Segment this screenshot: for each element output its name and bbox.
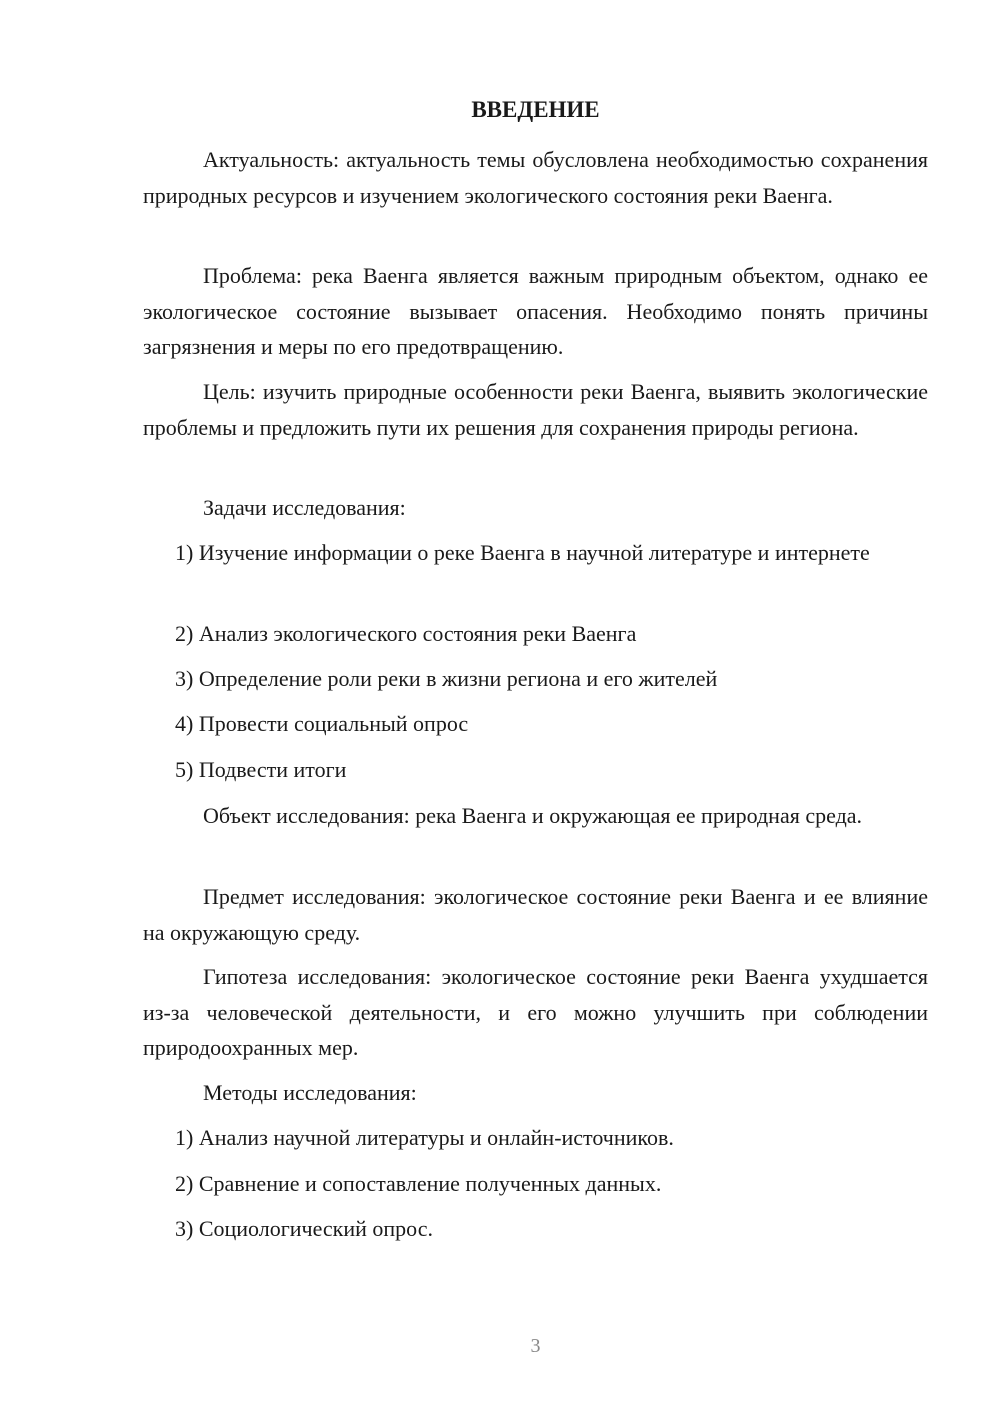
paragraph-object: Объект исследования: река Ваенга и окружающая ее природная среда. [203,803,863,828]
paragraph-subject: Предмет исследования: экологическое состояние реки Ваенга и ее влияние на окружающую среду. [143,884,928,945]
document-page [143,0,928,1414]
section-heading: ВВЕДЕНИЕ [471,97,600,122]
list-item-task-3: 3) Определение роли реки в жизни региона и его жителей [175,666,718,691]
list-item-method-3: 3) Социологический опрос. [175,1216,433,1241]
list-item-method-2: 2) Сравнение и сопоставление полученных данных. [175,1171,662,1196]
paragraph-tasks-title: Задачи исследования: [203,495,406,520]
list-item-task-1: 1) Изучение информации о реке Ваенга в научной литературе и интернете [175,540,870,565]
paragraph-hypothesis: Гипотеза исследования: экологическое состояние реки Ваенга ухудшается из-за человеческой деятельности, и его можно улучшить при соблюдении природоохранных мер. [143,964,928,1060]
list-item-method-1: 1) Анализ научной литературы и онлайн-источников. [175,1125,674,1150]
paragraph-problem: Проблема: река Ваенга является важным природным объектом, однако ее экологическое состояние вызывает опасения. Необходимо понять причины загрязнения и меры по его предотвращению. [143,263,928,359]
list-item-task-4: 4) Провести социальный опрос [175,711,469,736]
list-item-task-2: 2) Анализ экологического состояния реки Ваенга [175,621,637,646]
list-item-task-5: 5) Подвести итоги [175,757,347,782]
paragraph-methods-title: Методы исследования: [203,1080,417,1105]
paragraph-relevance: Актуальность: актуальность темы обусловлена необходимостью сохранения природных ресурсов и изучением экологического состояния реки Ваенга. [143,147,928,208]
page-number: 3 [530,1335,541,1357]
paragraph-goal: Цель: изучить природные особенности реки Ваенга, выявить экологические проблемы и предложить пути их решения для сохранения природы региона. [143,379,928,440]
